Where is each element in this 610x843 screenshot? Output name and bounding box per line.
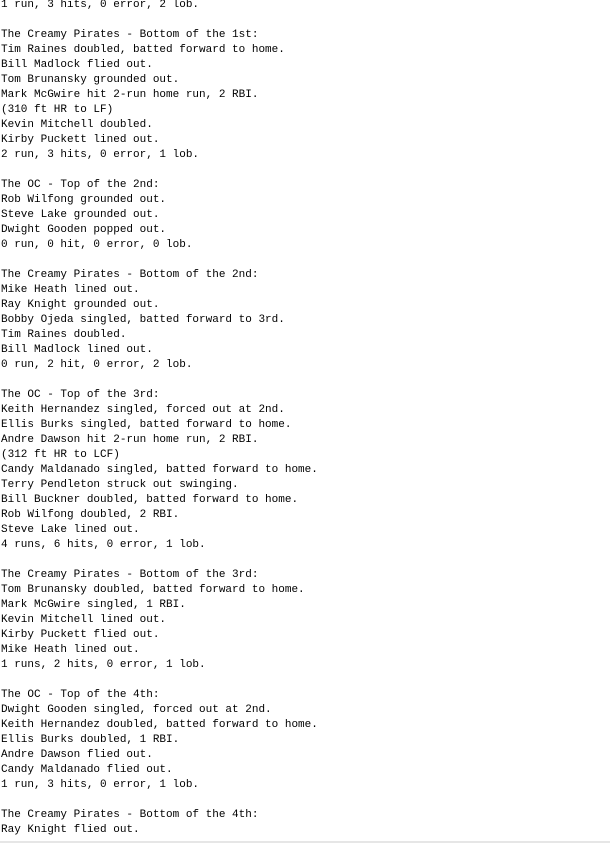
blank-line: [1, 553, 318, 568]
play-description: Steve Lake lined out.: [1, 524, 140, 536]
half-inning-header: The Creamy Pirates - Bottom of the 2nd:: [1, 269, 259, 281]
blank-line: [1, 373, 318, 388]
play-description: Mark McGwire singled, 1 RBI.: [1, 599, 186, 611]
play-description: Tom Brunansky doubled, batted forward to home.: [1, 584, 305, 596]
play-description: Candy Maldanado singled, batted forward to home.: [1, 464, 318, 476]
half-inning-summary: 0 run, 0 hit, 0 error, 0 lob.: [1, 239, 193, 251]
half-inning-summary: 2 run, 3 hits, 0 error, 1 lob.: [1, 149, 200, 161]
play-description: Kirby Puckett flied out.: [1, 629, 160, 641]
play-description: Andre Dawson hit 2-run home run, 2 RBI.: [1, 434, 259, 446]
home-run-distance-note: (310 ft HR to LF): [1, 104, 114, 116]
play-description: Bill Buckner doubled, batted forward to home.: [1, 494, 299, 506]
half-inning-summary: 0 run, 2 hit, 0 error, 2 lob.: [1, 359, 193, 371]
play-description: Bill Madlock lined out.: [1, 344, 153, 356]
play-description: Ray Knight flied out.: [1, 824, 140, 836]
play-description: Keith Hernandez singled, forced out at 2nd.: [1, 404, 285, 416]
play-description: Ellis Burks doubled, 1 RBI.: [1, 734, 180, 746]
play-by-play-log: [1, 0, 318, 838]
half-inning-header: The OC - Top of the 4th:: [1, 689, 160, 701]
blank-line: [1, 793, 318, 808]
play-description: Kevin Mitchell lined out.: [1, 614, 167, 626]
play-description: Dwight Gooden popped out.: [1, 224, 167, 236]
play-description: Mike Heath lined out.: [1, 644, 140, 656]
play-description: Rob Wilfong doubled, 2 RBI.: [1, 509, 180, 521]
half-inning-header: The Creamy Pirates - Bottom of the 1st:: [1, 29, 259, 41]
play-description: Ellis Burks singled, batted forward to home.: [1, 419, 292, 431]
half-inning-header: The Creamy Pirates - Bottom of the 3rd:: [1, 569, 259, 581]
play-description: Kevin Mitchell doubled.: [1, 119, 153, 131]
half-inning-header: The Creamy Pirates - Bottom of the 4th:: [1, 809, 259, 821]
play-description: Tim Raines doubled.: [1, 329, 127, 341]
half-inning-header: The OC - Top of the 2nd:: [1, 179, 160, 191]
blank-line: [1, 253, 318, 268]
play-description: Kirby Puckett lined out.: [1, 134, 160, 146]
half-inning-summary: 4 runs, 6 hits, 0 error, 1 lob.: [1, 539, 206, 551]
play-description: Bill Madlock flied out.: [1, 59, 153, 71]
play-description: Candy Maldanado flied out.: [1, 764, 173, 776]
play-description: Keith Hernandez doubled, batted forward to home.: [1, 719, 318, 731]
play-description: Andre Dawson flied out.: [1, 749, 153, 761]
half-inning-summary: 1 run, 3 hits, 0 error, 2 lob.: [1, 0, 200, 11]
play-description: Tom Brunansky grounded out.: [1, 74, 180, 86]
blank-line: [1, 163, 318, 178]
play-description: Rob Wilfong grounded out.: [1, 194, 167, 206]
play-description: Terry Pendleton struck out swinging.: [1, 479, 239, 491]
play-description: Mike Heath lined out.: [1, 284, 140, 296]
play-description: Bobby Ojeda singled, batted forward to 3rd.: [1, 314, 285, 326]
play-description: Steve Lake grounded out.: [1, 209, 160, 221]
home-run-distance-note: (312 ft HR to LCF): [1, 449, 120, 461]
blank-line: [1, 673, 318, 688]
half-inning-summary: 1 runs, 2 hits, 0 error, 1 lob.: [1, 659, 206, 671]
play-description: Mark McGwire hit 2-run home run, 2 RBI.: [1, 89, 259, 101]
play-description: Dwight Gooden singled, forced out at 2nd.: [1, 704, 272, 716]
play-description: Ray Knight grounded out.: [1, 299, 160, 311]
half-inning-summary: 1 run, 3 hits, 0 error, 1 lob.: [1, 779, 200, 791]
half-inning-header: The OC - Top of the 3rd:: [1, 389, 160, 401]
blank-line: [1, 13, 318, 28]
play-description: Tim Raines doubled, batted forward to home.: [1, 44, 285, 56]
